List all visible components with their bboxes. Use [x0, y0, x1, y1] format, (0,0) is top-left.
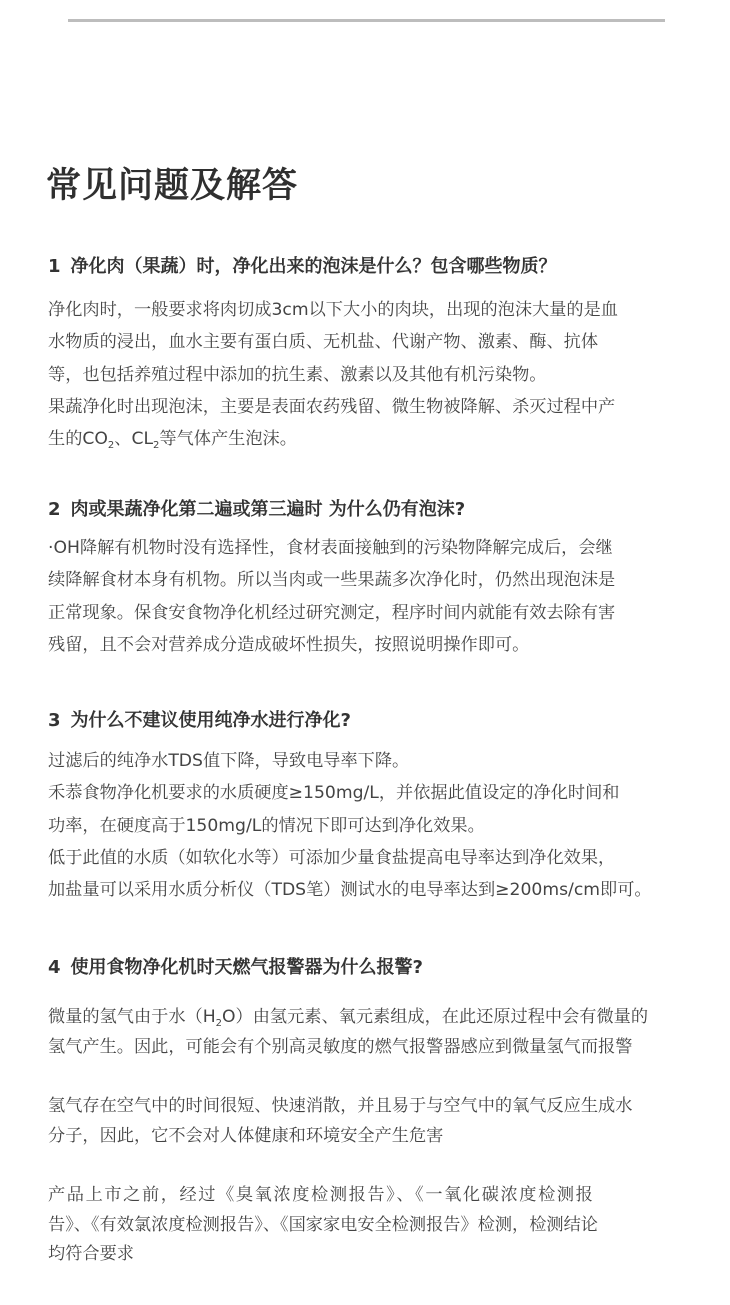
faq-question-text: 净化肉（果蔬）时，净化出来的泡沫是什么？包含哪些物质？ [70, 256, 557, 277]
faq-answer-line: 产品上市之前，经过《臭氧浓度检测报告》、《一氧化碳浓度检测报 [48, 1185, 595, 1205]
faq-number: 1 [48, 256, 61, 277]
faq-answer-line: 过滤后的纯净水TDS值下降，导致电导率下降。 [48, 751, 410, 771]
faq-answer-line: 加盐量可以采用水质分析仪（TDS笔）测试水的电导率达到≥200ms/cm即可。 [48, 880, 652, 900]
faq-answer-line: 低于此值的水质（如软化水等）可添加少量食盐提高电导率达到净化效果， [48, 848, 616, 868]
faq-number: 2 [48, 499, 61, 520]
faq-answer-line-water: 微量的氢气由于水$(H_2O)$由氢元素、氧元素组成，在此还原过程中会有微量的 [48, 1007, 649, 1029]
faq-answer-line: 均符合要求 [48, 1244, 134, 1264]
faq-answer-line: 水物质的浸出，血水主要有蛋白质、无机盐、代谢产物、激素、酶、抗体 [48, 332, 599, 352]
faq-answer-line: ·OH降解有机物时没有选择性，食材表面接触到的污染物降解完成后，会继 [48, 538, 613, 558]
faq-answer-line: 等，也包括养殖过程中添加的抗生素、激素以及其他有机污染物。 [48, 365, 547, 385]
faq-question-3 [48, 707, 351, 735]
faq-question-text: 为什么不建议使用纯净水进行净化? [70, 710, 351, 731]
faq-answer-line: 功率，在硬度高于150mg/L的情况下即可达到净化效果。 [48, 816, 485, 836]
faq-answer-line: 残留，且不会对营养成分造成破坏性损失，按照说明操作即可。 [48, 635, 530, 655]
faq-answer-line: 氢气产生。因此，可能会有个别高灵敏度的燃气报警器感应到微量氢气而报警 [48, 1037, 633, 1057]
faq-answer-line: 禾菾食物净化机要求的水质硬度≥150mg/L，并依据此值设定的净化时间和 [48, 783, 620, 803]
faq-answer-line: 氢气存在空气中的时间很短、快速消散，并且易于与空气中的氧气反应生成水 [48, 1096, 633, 1116]
faq-question-text: 肉或果蔬净化第二遍或第三遍时 为什么仍有泡沫? [70, 499, 466, 520]
faq-answer-line: 果蔬净化时出现泡沫，主要是表面农药残留、微生物被降解、杀灭过程中产 [48, 397, 616, 417]
faq-question-4 [48, 954, 423, 982]
faq-answer-line: 告》、《有效氯浓度检测报告》、《国家家电安全检测报告》检测，检测结论 [48, 1215, 598, 1235]
faq-question-1 [48, 253, 557, 281]
page-title: 常见问题及解答 [46, 166, 299, 206]
faq-answer-line: 正常现象。保食安食物净化机经过研究测定，程序时间内就能有效去除有害 [48, 603, 616, 623]
faq-question-2 [48, 496, 465, 524]
faq-number: 4 [48, 957, 61, 978]
faq-answer-line-gases: 生的$CO_2$、$CL_2$等气体产生泡沫。 [48, 429, 297, 451]
faq-answer-line: 续降解食材本身有机物。所以当肉或一些果蔬多次净化时，仍然出现泡沫是 [48, 570, 616, 590]
top-divider [68, 19, 665, 22]
faq-question-text: 使用食物净化机时天燃气报警器为什么报警? [70, 957, 423, 978]
faq-number: 3 [48, 710, 61, 731]
faq-answer-line: 净化肉时，一般要求将肉切成3cm以下大小的肉块，出现的泡沫大量的是血 [48, 300, 618, 320]
faq-answer-line: 分子，因此，它不会对人体健康和环境安全产生危害 [48, 1126, 444, 1146]
